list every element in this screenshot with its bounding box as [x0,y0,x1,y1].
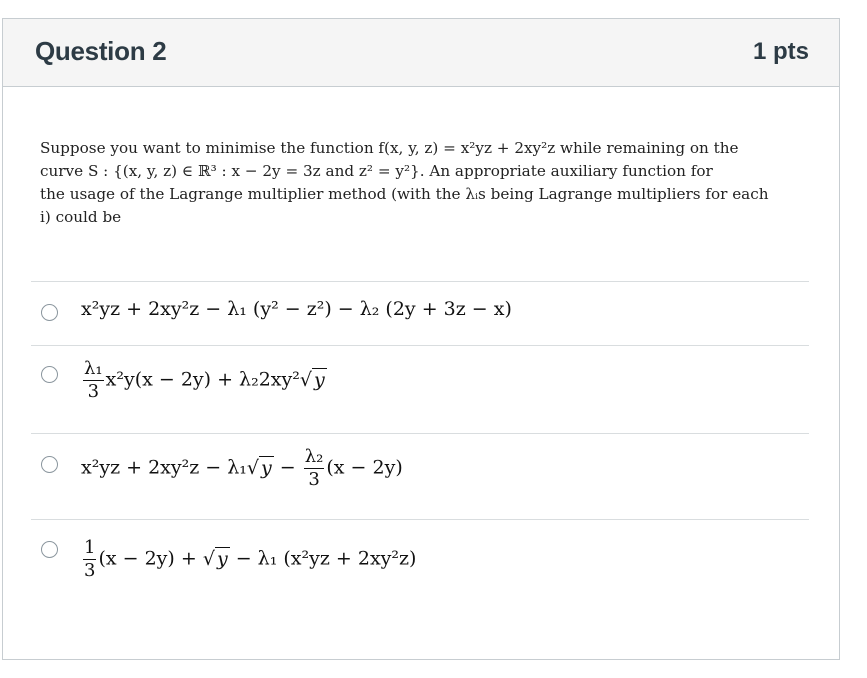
answer-2-fraction [83,358,104,403]
answer-3-rest: (x − 2y) [326,456,403,479]
answer-3-formula [81,446,403,491]
answer-3-mid: − [273,456,302,479]
answer-1-formula: x²yz + 2xy²z − λ₁ (y² − z²) − λ₂ (2y + 3z − x) [81,298,512,320]
question-points: 1 pts [752,38,809,65]
question-header [3,19,839,87]
answer-3-sqrt-radicand: y [261,456,272,479]
answer-2-frac-num: λ₁ [84,358,103,379]
answer-4-frac-den: 3 [84,560,96,581]
answer-option-2[interactable] [31,345,809,433]
answer-3-frac-num: λ₂ [304,446,324,467]
question-text [40,137,800,229]
answer-1-radio[interactable] [41,304,58,321]
answer-2-sqrt-radicand: y [313,368,325,391]
answer-list [31,281,809,605]
answer-2-rest: x²y(x − 2y) + λ₂2xy² [105,368,300,391]
answer-3-radio[interactable] [41,456,58,473]
answer-3-sqrt: √ y [246,456,272,479]
question-text-line-1: Suppose you want to minimise the function f(x, y, z) = x²yz + 2xy²z while remaining on the [40,139,739,157]
answer-3-fraction [304,446,325,491]
answer-2-formula [81,358,327,403]
question-text-line-3: the usage of the Lagrange multiplier method (with the λᵢs being Lagrange multipliers for each [40,185,769,203]
answer-2-radio[interactable] [41,366,58,383]
question-text-line-4: i) could be [40,208,122,226]
answer-4-frac-num: 1 [84,537,96,558]
answer-option-1[interactable] [31,281,809,345]
answer-4-pre: (x − 2y) + [98,547,203,570]
answer-4-sqrt: √ y [202,547,228,570]
answer-4-sqrt-radicand: y [216,547,228,570]
question-text-line-2: curve S : {(x, y, z) ∈ ℝ³ : x − 2y = 3z and z² = y²}. An appropriate auxiliary function for [40,162,713,180]
answer-4-formula [81,537,416,582]
answer-4-radio[interactable] [41,541,58,558]
answer-3-pre: x²yz + 2xy²z − λ₁ [81,456,247,479]
answer-4-fraction [83,537,96,582]
answer-option-4[interactable] [31,519,809,605]
answer-4-rest: − λ₁ (x²yz + 2xy²z) [229,547,417,570]
answer-2-sqrt: √ y [299,368,325,391]
answer-3-frac-den: 3 [308,469,320,490]
answer-option-3[interactable] [31,433,809,519]
answer-2-frac-den: 3 [87,381,100,402]
question-title: Question 2 [35,36,167,66]
